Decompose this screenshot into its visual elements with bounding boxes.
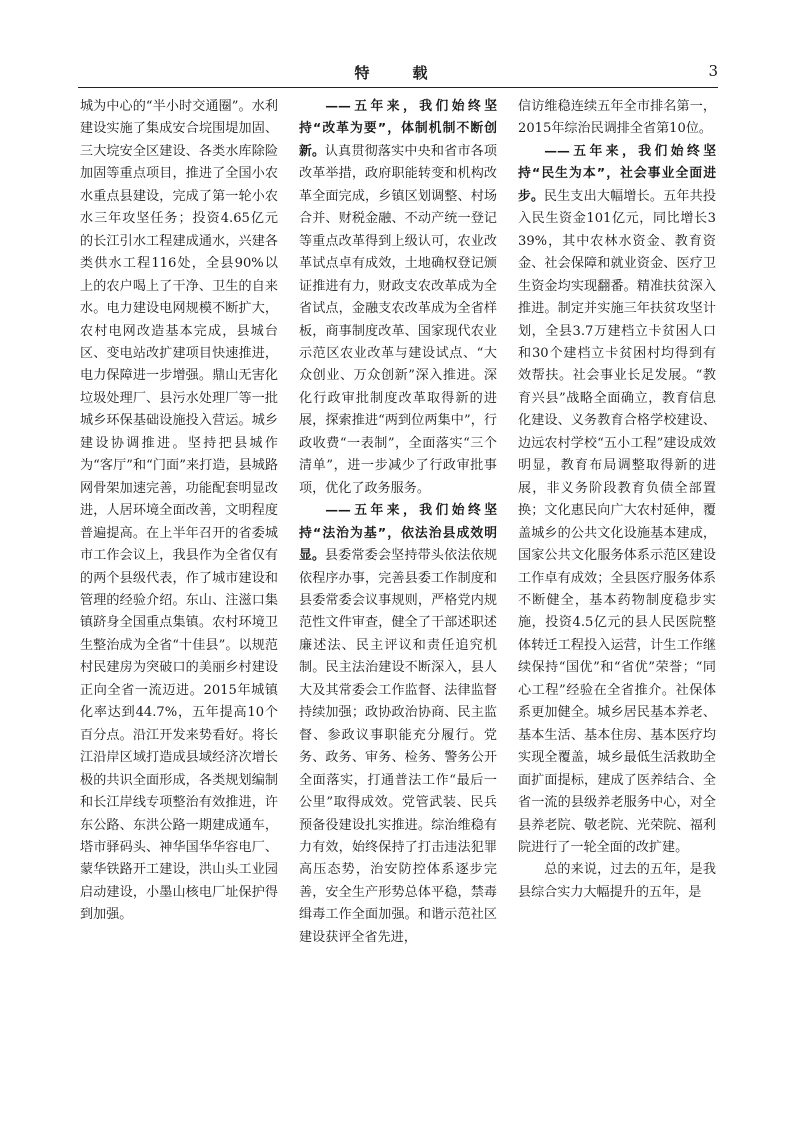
paragraph xyxy=(80,96,278,927)
paragraph xyxy=(299,96,497,500)
paragraph xyxy=(518,96,716,141)
running-header xyxy=(78,62,718,84)
paragraph-text: 县委常委会坚持带头依法依规依程序办事，完善县委工作制度和县委常委会议事规则，严格党内规范性文件审查，健全了干部述职述廉述法、民主评议和责任追究机制。民主法治建设不断深入，县人大及其常委会工作监督、法律监督持续加强；政协政治协商、民主监督、参政议事职能充分履行。党务、政务、审务、检务、警务公开全面落实，打通普法工作“最后一公里”取得成效。党管武装、民兵预备役建设扎实推进。综治维稳有力有效，始终保持了打击违法犯罪高压态势，治安防控体系逐步完善，安全生产形势总体平稳，禁毒缉毒工作全面加强。和谐示范社区建设获评全省先进， xyxy=(299,548,497,945)
paragraph-lead-heading: ——五年来，我们始终坚持“改革为要”，体制机制不断创新。 xyxy=(299,99,497,159)
paragraph-text: 民生支出大幅增长。五年共投入民生资金101亿元，同比增长339%，其中农林水资金、教育资金、社会保障和就业资金、医疗卫生资金均实现翻番。精准扶贫深入推进。制定并实施三年扶贫攻坚计划，全县3.7万建档立卡贫困人口和30个建档立卡贫困村均得到有效帮扶。社会事业长足发展。“教育兴县”战略全面确立，教育信息化建设、义务教育合格学校建设、边远农村学校“五小工程”建设成效明显，教育布局调整取得新的进展，非义务阶段教育负债全部置换；文化惠民向广大农村延伸，覆盖城乡的公共文化设施基本建成，国家公共文化服务体系示范区建设工作卓有成效；全县医疗服务体系不断健全，基本药物制度稳步实施，投资4.5亿元的县人民医院整体转迁工程投入运营，计生工作继续保持“国优”和“省优”荣誉；“同心工程”经验在全省推介。社保体系更加健全。城乡居民基本养老、基本生活、基本住房、基本医疗均实现全覆盖，城乡最低生活救助全面扩面提标，建成了医养结合、全省一流的县级养老服务中心，对全县养老院、敬老院、光荣院、福利院进行了一轮全面的改扩建。 xyxy=(518,188,716,855)
paragraph-text: 总的来说，过去的五年，是我县综合实力大幅提升的五年，是 xyxy=(518,862,716,900)
paragraph xyxy=(518,859,716,904)
paragraph-text: 认真贯彻落实中央和省市各项改革举措，政府职能转变和机构改革全面完成，乡镇区划调整、村场合并、财税金融、不动产统一登记等重点改革得到上级认可，农业改革试点卓有成效，土地确权登记颁证推进有力，财政支农改革成为全省试点，金融支农改革成为全省样板，商事制度改革、国家现代农业示范区农业改革与建设试点、“大众创业、万众创新”深入推进。深化行政审批制度改革取得新的进展，探索推进“两到位两集中”，行政收费“一表制”，全面落实“三个清单”，进一步减少了行政审批事项，优化了政务服务。 xyxy=(299,143,497,496)
text-column-2 xyxy=(299,96,497,949)
text-column-3 xyxy=(518,96,716,904)
paragraph-text: 信访维稳连续五年全市排名第一，2015年综治民调排全省第10位。 xyxy=(518,99,716,137)
page-number: 3 xyxy=(708,62,718,80)
section-title: 特 载 xyxy=(354,64,442,82)
paragraph xyxy=(299,500,497,949)
paragraph-lead-heading: ——五年来，我们始终坚持“法治为基”，依法治县成效明显。 xyxy=(299,503,497,564)
header-rule xyxy=(78,87,718,88)
paragraph-text: 城为中心的“半小时交通圈”。水利建设实施了集成安合垸围堤加固、三大垸安全区建设、各类水库除险加固等重点项目，推进了全国小农水重点县建设，完成了第一轮小农水三年攻坚任务；投资4.65亿元的长江引水工程建成通水，兴建各类供水工程116处，全县90%以上的农户喝上了干净、卫生的自来水。电力建设电网规模不断扩大，农村电网改造基本完成，县城台区、变电站改扩建项目快速推进，电力保障进一步增强。鼎山无害化垃圾处理厂、县污水处理厂等一批城乡环保基础设施投入营运。城乡建设协调推进。坚持把县城作为“客厅”和“门面”来打造，县城路网骨架加速完善，功能配套明显改进，人居环境全面改善，文明程度普遍提高。在上半年召开的省委城市工作会议上，我县作为全省仅有的两个县级代表，作了城市建设和管理的经验介绍。东山、注滋口集镇跻身全国重点集镇。农村环境卫生整治成为全省“十佳县”。以规范村民建房为突破口的美丽乡村建设正向全省一流迈进。2015年城镇化率达到44.7%，五年提高10个百分点。沿江开发来势看好。将长江沿岸区域打造成县域经济次增长极的共识全面形成，各类规划编制和长江岸线专项整治有效推进，许东公路、东洪公路一期建成通车，塔市驿码头、神华国华华容电厂、蒙华铁路开工建设，洪山头工业园启动建设，小墨山核电厂址保护得到加强。 xyxy=(80,99,278,923)
paragraph xyxy=(518,141,716,860)
paragraph-lead-heading: ——五年来，我们始终坚持“民生为本”，社会事业全面进步。 xyxy=(518,143,716,204)
text-column-1 xyxy=(80,96,278,927)
